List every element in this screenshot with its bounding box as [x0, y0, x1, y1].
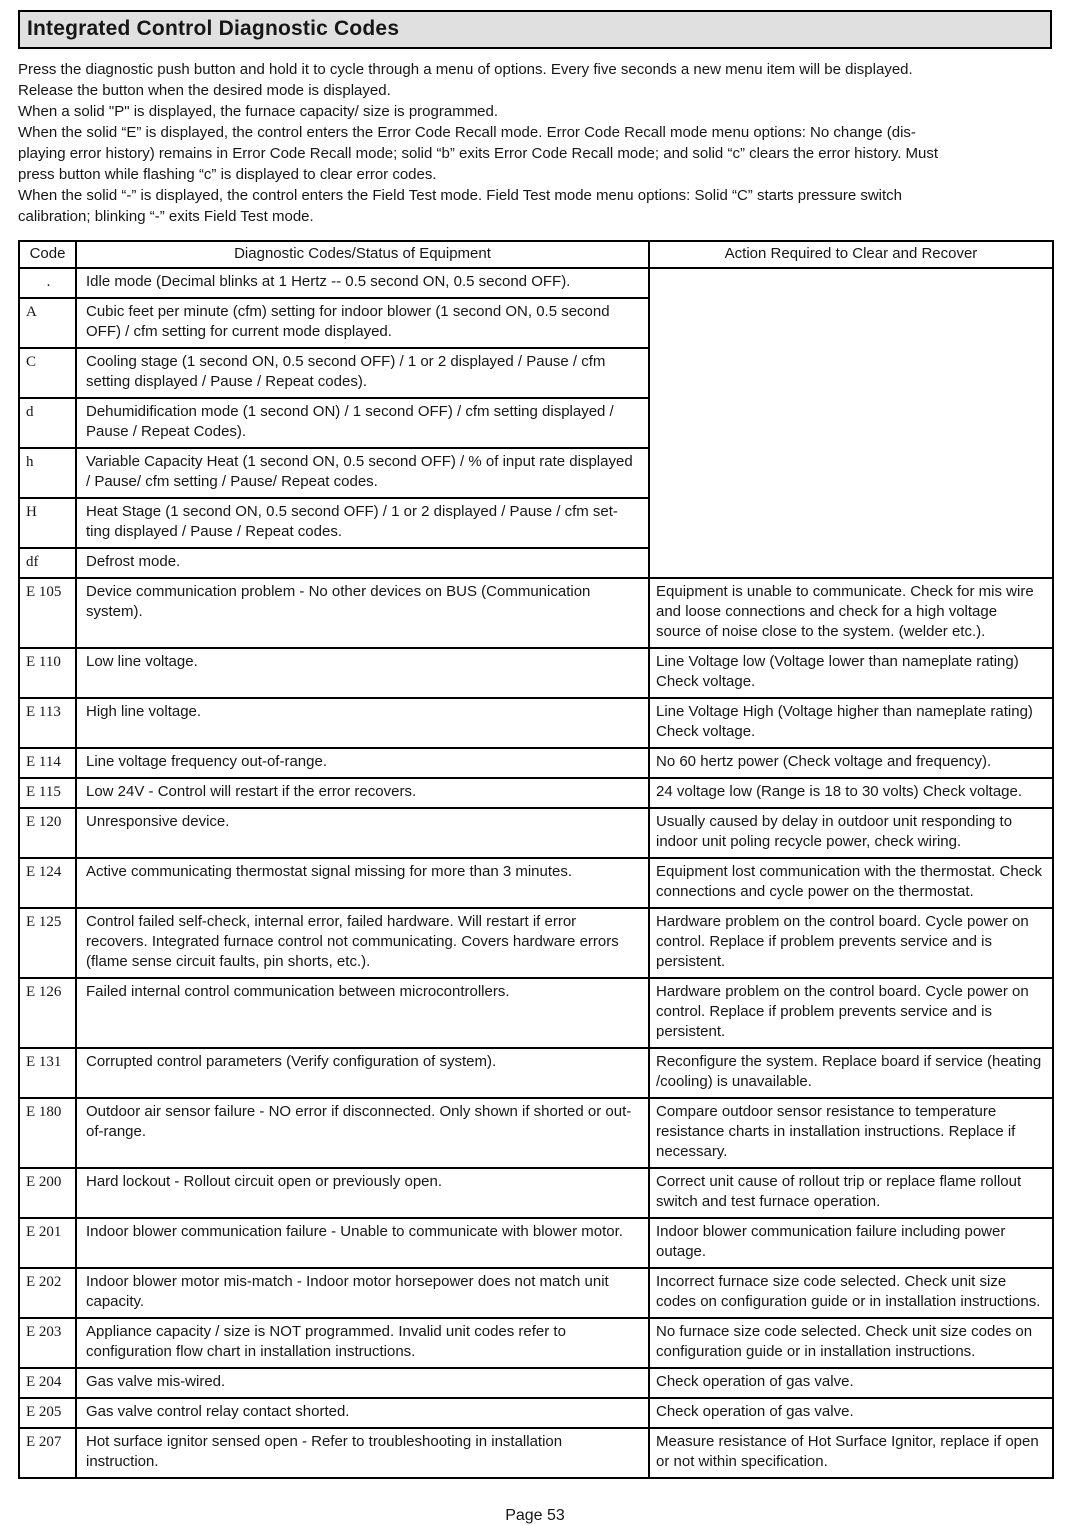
diagnostic-table-body	[19, 268, 1053, 1478]
action-cell: Equipment lost communication with the thermostat. Check connections and cycle power on the thermostat.	[649, 858, 1053, 908]
description-cell: Indoor blower communication failure - Unable to communicate with blower motor.	[76, 1218, 649, 1268]
table-row	[19, 578, 1053, 648]
table-row	[19, 698, 1053, 748]
code-cell: H	[19, 498, 76, 548]
diagnostic-codes-table	[18, 240, 1054, 1479]
description-cell: Unresponsive device.	[76, 808, 649, 858]
column-header-code: Code	[19, 241, 76, 268]
description-cell: Active communicating thermostat signal missing for more than 3 minutes.	[76, 858, 649, 908]
table-row	[19, 648, 1053, 698]
code-cell: E 205	[19, 1398, 76, 1428]
table-row	[19, 778, 1053, 808]
action-cell: Hardware problem on the control board. Cycle power on control. Replace if problem prevents service and is persistent.	[649, 908, 1053, 978]
code-cell: E 110	[19, 648, 76, 698]
description-cell: Failed internal control communication between microcontrollers.	[76, 978, 649, 1048]
code-cell: E 180	[19, 1098, 76, 1168]
description-cell: Heat Stage (1 second ON, 0.5 second OFF) / 1 or 2 displayed / Pause / cfm set-ting displayed / Pause / Repeat codes.	[76, 498, 649, 548]
description-cell: Defrost mode.	[76, 548, 649, 578]
action-cell: Check operation of gas valve.	[649, 1368, 1053, 1398]
action-cell: No furnace size code selected. Check unit size codes on configuration guide or in installation instructions.	[649, 1318, 1053, 1368]
description-cell: Low line voltage.	[76, 648, 649, 698]
description-cell: Gas valve mis-wired.	[76, 1368, 649, 1398]
code-cell: E 131	[19, 1048, 76, 1098]
code-cell: df	[19, 548, 76, 578]
description-cell: Appliance capacity / size is NOT programmed. Invalid unit codes refer to configuration flow chart in installation instructions.	[76, 1318, 649, 1368]
intro-text	[18, 59, 1052, 227]
page-number: Page 53	[505, 1507, 565, 1524]
description-cell: Idle mode (Decimal blinks at 1 Hertz -- 0.5 second ON, 0.5 second OFF).	[76, 268, 649, 298]
action-cell: Line Voltage low (Voltage lower than nameplate rating) Check voltage.	[649, 648, 1053, 698]
intro-line: calibration; blinking “-” exits Field Test mode.	[18, 208, 314, 225]
code-cell: E 202	[19, 1268, 76, 1318]
intro-line: playing error history) remains in Error Code Recall mode; solid “b” exits Error Code Recall mode; and solid “c” clears the error history. Must	[18, 145, 939, 162]
code-cell: E 204	[19, 1368, 76, 1398]
description-cell: Control failed self-check, internal error, failed hardware. Will restart if error recovers. Integrated furnace control not communicating. Covers hardware errors (flame sense circuit faults, pin shorts, etc.).	[76, 908, 649, 978]
description-cell: Dehumidification mode (1 second ON) / 1 second OFF) / cfm setting displayed / Pause / Repeat Codes).	[76, 398, 649, 448]
table-row	[19, 1398, 1053, 1428]
table-row	[19, 1168, 1053, 1218]
table-row	[19, 908, 1053, 978]
action-cell: Reconfigure the system. Replace board if service (heating /cooling) is unavailable.	[649, 1048, 1053, 1098]
table-row	[19, 978, 1053, 1048]
table-row	[19, 1048, 1053, 1098]
description-cell: Gas valve control relay contact shorted.	[76, 1398, 649, 1428]
table-row	[19, 748, 1053, 778]
code-cell: E 105	[19, 578, 76, 648]
description-cell: Low 24V - Control will restart if the error recovers.	[76, 778, 649, 808]
table-row	[19, 1318, 1053, 1368]
code-cell: E 124	[19, 858, 76, 908]
column-header-diagnostic: Diagnostic Codes/Status of Equipment	[76, 241, 649, 268]
action-cell: Line Voltage High (Voltage higher than nameplate rating) Check voltage.	[649, 698, 1053, 748]
table-row	[19, 1098, 1053, 1168]
action-cell: Indoor blower communication failure including power outage.	[649, 1218, 1053, 1268]
table-row	[19, 1218, 1053, 1268]
table-header-row	[19, 241, 1053, 268]
action-cell: Hardware problem on the control board. Cycle power on control. Replace if problem prevents service and is persistent.	[649, 978, 1053, 1048]
column-header-action: Action Required to Clear and Recover	[649, 241, 1053, 268]
code-cell: C	[19, 348, 76, 398]
intro-line: When the solid “-” is displayed, the control enters the Field Test mode. Field Test mode menu options: Solid “C” starts pressure switch	[18, 187, 903, 204]
code-cell: E 114	[19, 748, 76, 778]
action-cell-empty	[649, 268, 1053, 578]
code-cell: E 125	[19, 908, 76, 978]
action-cell: No 60 hertz power (Check voltage and frequency).	[649, 748, 1053, 778]
description-cell: Device communication problem - No other devices on BUS (Communication system).	[76, 578, 649, 648]
table-row	[19, 268, 1053, 298]
code-cell: E 203	[19, 1318, 76, 1368]
action-cell: Incorrect furnace size code selected. Check unit size codes on configuration guide or in installation instructions.	[649, 1268, 1053, 1318]
code-cell: E 201	[19, 1218, 76, 1268]
action-cell: Equipment is unable to communicate. Check for mis wire and loose connections and check for a high voltage source of noise close to the system. (welder etc.).	[649, 578, 1053, 648]
action-cell: Usually caused by delay in outdoor unit responding to indoor unit poling recycle power, check wiring.	[649, 808, 1053, 858]
action-cell: Correct unit cause of rollout trip or replace flame rollout switch and test furnace operation.	[649, 1168, 1053, 1218]
table-row	[19, 1268, 1053, 1318]
code-cell: E 120	[19, 808, 76, 858]
code-cell: E 115	[19, 778, 76, 808]
code-cell: d	[19, 398, 76, 448]
description-cell: Corrupted control parameters (Verify configuration of system).	[76, 1048, 649, 1098]
code-cell: E 200	[19, 1168, 76, 1218]
intro-line: When a solid "P" is displayed, the furnace capacity/ size is programmed.	[18, 103, 499, 120]
description-cell: High line voltage.	[76, 698, 649, 748]
code-cell: .	[19, 268, 76, 298]
description-cell: Outdoor air sensor failure - NO error if disconnected. Only shown if shorted or out-of-range.	[76, 1098, 649, 1168]
action-cell: 24 voltage low (Range is 18 to 30 volts) Check voltage.	[649, 778, 1053, 808]
intro-line: Release the button when the desired mode is displayed.	[18, 82, 391, 99]
table-row	[19, 808, 1053, 858]
page-title: Integrated Control Diagnostic Codes	[18, 10, 1052, 49]
description-cell: Cooling stage (1 second ON, 0.5 second OFF) / 1 or 2 displayed / Pause / cfm setting displayed / Pause / Repeat codes).	[76, 348, 649, 398]
description-cell: Hot surface ignitor sensed open - Refer to troubleshooting in installation instruction.	[76, 1428, 649, 1478]
action-cell: Measure resistance of Hot Surface Ignitor, replace if open or not within specification.	[649, 1428, 1053, 1478]
description-cell: Cubic feet per minute (cfm) setting for indoor blower (1 second ON, 0.5 second OFF) / cfm setting for current mode displayed.	[76, 298, 649, 348]
intro-line: Press the diagnostic push button and hold it to cycle through a menu of options. Every five seconds a new menu item will be displayed.	[18, 61, 913, 78]
code-cell: h	[19, 448, 76, 498]
description-cell: Hard lockout - Rollout circuit open or previously open.	[76, 1168, 649, 1218]
action-cell: Compare outdoor sensor resistance to temperature resistance charts in installation instructions. Replace if necessary.	[649, 1098, 1053, 1168]
table-row	[19, 1428, 1053, 1478]
intro-line: press button while flashing “c” is displayed to clear error codes.	[18, 166, 437, 183]
code-cell: E 126	[19, 978, 76, 1048]
intro-line: When the solid “E” is displayed, the control enters the Error Code Recall mode. Error Code Recall mode menu options: No change (dis-	[18, 124, 916, 141]
description-cell: Variable Capacity Heat (1 second ON, 0.5 second OFF) / % of input rate displayed / Pause/ cfm setting / Pause/ Repeat codes.	[76, 448, 649, 498]
code-cell: E 207	[19, 1428, 76, 1478]
table-row	[19, 858, 1053, 908]
description-cell: Line voltage frequency out-of-range.	[76, 748, 649, 778]
description-cell: Indoor blower motor mis-match - Indoor motor horsepower does not match unit capacity.	[76, 1268, 649, 1318]
code-cell: A	[19, 298, 76, 348]
table-row	[19, 1368, 1053, 1398]
action-cell: Check operation of gas valve.	[649, 1398, 1053, 1428]
code-cell: E 113	[19, 698, 76, 748]
